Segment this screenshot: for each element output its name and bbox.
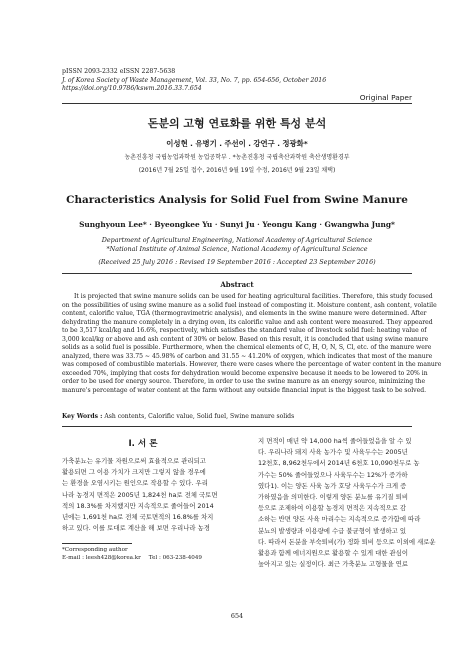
body-line: 다. 우리나라 돼지 사육 농가수 및 사육두수는 2005년 — [258, 448, 408, 457]
body-line: 다. 따라서 돈분을 부숙퇴비(가) 정화 퇴비 등으로 이외에 새로운 — [258, 537, 436, 546]
english-dates: (Received 25 July 2016 : Revised 19 September 2016 : Accepted 23 September 2016) — [98, 258, 376, 266]
abstract-line: solids as a solid fuel is possible. Furthermore, when the chemical elements of C, H, O, N, S, Cl, etc. of the manure were — [62, 344, 432, 352]
keywords-label: Key Words : — [62, 413, 103, 420]
body-line: 12천호, 8,962천두에서 2014년 6천호 10,090천두로 농 — [258, 459, 420, 468]
abstract-line: content, calorific value, TGA (thermogravimetric analysis), and elements in the swine manure were determined. After — [62, 310, 427, 318]
body-line: 는 환경을 오염시키는 원인으로 작용할 수 있다. 우리 — [62, 479, 208, 488]
footnote-rule — [62, 543, 132, 544]
abstract-line: analyzed, there was 33.75 ~ 45.98% of carbon and 31.55 ~ 41.20% of oxygen, which indicates that most of the manure — [62, 352, 433, 360]
body-line: 년에는 1,691천 ha로 전체 국토면적의 16.8%를 차지 — [62, 513, 214, 522]
affiliation-line-2: *National Institute of Animal Science, National Academy of Agricultural Science — [106, 244, 368, 253]
header-rule — [62, 103, 412, 104]
body-line: 가수는 50% 줄어들었으나 사육두수는 12%가 증가하 — [258, 470, 408, 479]
abstract-line: exceeded 70%, implying that costs for dehydration would become expensive because it needs to be lowered to 20% in — [62, 369, 428, 377]
abstract-line: to be 3,517 kcal/kg and 16.6%, respectively, which satisfies the standard value of livestock solid fuel: heating value of — [62, 327, 427, 335]
abstract-bottom-rule — [62, 426, 412, 427]
body-line: 등으로 조제하여 이용할 농경지 면적은 지속적으로 감 — [258, 504, 407, 513]
affiliation-line-1: Department of Agricultural Engineering, National Academy of Agricultural Science — [101, 236, 373, 244]
body-line: 높아지고 있는 실정이다. 최근 가축분뇨 고형물을 연료 — [258, 560, 409, 569]
body-line: 활용되면 그 이용 가치가 크지만 그렇지 않을 경우에 — [62, 468, 206, 477]
abstract-body — [62, 293, 442, 396]
body-line: 소하는 반면 양돈 사육 마리수는 지속적으로 증가함에 따라 — [258, 515, 421, 524]
journal-header — [62, 68, 326, 94]
body-line: 나라 농경지 면적은 2005년 1,824천 ha로 전체 국토면 — [62, 490, 218, 499]
abstract-line: It is projected that swine manure solids can be used for heating agricultural facilities. Therefore, this study focused — [74, 293, 433, 300]
korean-affiliation: 농촌진흥청 국립농업과학원 농업공학부 ․ *농촌진흥청 국립축산과학원 축산생명환경부 — [124, 154, 350, 161]
body-line: 분뇨의 발생량과 이용량에 수급 불균형이 발생하고 있 — [258, 526, 407, 535]
abstract-line: 3,000 kcal/kg or above and ash content of 30% or below. Based on this result, it is concluded that using swine manure — [62, 335, 429, 343]
abstract-line: on the possibilities of using swine manure as a solid fuel instead of composting it. Moisture content, ash content, volatile — [62, 301, 437, 309]
english-title: Characteristics Analysis for Solid Fuel from Swine Manure — [66, 194, 408, 206]
page-number: 654 — [230, 612, 244, 620]
intro-heading: I. 서 론 — [128, 439, 158, 449]
abstract-line: manure's percentage of water content at the farm without any outside financial input is the biggest task to be solved. — [62, 387, 427, 395]
author-email[interactable]: E-mail : leesh428@korea.kr — [62, 555, 141, 562]
body-line: 가하였음을 의미한다. 이렇게 양돈 분뇨를 유기질 퇴비 — [258, 493, 409, 502]
english-affiliation — [0, 236, 474, 253]
footnote — [62, 546, 224, 563]
korean-dates: (2016년 7월 25일 접수, 2016년 9월 19일 수정, 2016년 9월 23일 채택) — [138, 167, 336, 174]
body-line: 하고 있다. 이를 토대로 계산을 해 보면 우리나라 농경 — [62, 524, 210, 533]
abstract-heading: Abstract — [220, 280, 254, 289]
intro-left-column — [62, 456, 224, 534]
english-authors: Sunghyoun Lee* · Byeongkee Yu · Sunyi Ju · Yeongu Kang · Gwangwha Jung* — [79, 220, 395, 229]
citation: J. of Korea Society of Waste Management, Vol. 33, No. 7, pp. 654-656, October 2016 — [62, 76, 327, 84]
intro-right-column — [258, 436, 436, 570]
body-line: 지 면적이 매년 약 14,000 ha씩 줄어들었음을 알 수 있 — [258, 437, 412, 445]
keywords — [62, 413, 412, 420]
abstract-line: order to be used for energy source. Therefore, in order to use the swine manure as an energy source, minimizing the — [62, 378, 426, 386]
keywords-text: Ash contents, Calorific value, Solid fuel, Swine manure solids — [102, 413, 295, 420]
body-line: 가축분뇨는 유기물 자원으로써 효율적으로 관리되고 — [62, 457, 206, 465]
korean-title: 돈분의 고형 연료화를 위한 특성 분석 — [147, 117, 327, 130]
abstract-line: dehydrating the manure completely in a drying oven, its calorific value and ash content were measured. They appeared — [62, 318, 433, 326]
issn: pISSN 2093-2332 eISSN 2287-5638 — [62, 68, 176, 75]
abstract-top-rule — [62, 273, 412, 274]
korean-authors: 이성현 ․ 유병기 ․ 주선이 ․ 강연구 ․ 정광화* — [166, 139, 308, 148]
body-line: 활용과 함께 에너지원으로 활용할 수 있게 대한 관심이 — [258, 549, 409, 558]
paper-type-label: Original Paper — [359, 93, 412, 102]
corresponding-author-note: *Corresponding author — [62, 547, 128, 553]
body-line: 적의 18.3%를 차지했지만 지속적으로 줄어들어 2014 — [62, 501, 214, 510]
doi-link[interactable]: https://doi.org/10.9786/kswm.2016.33.7.654 — [62, 85, 202, 93]
author-tel: Tel : 063-238-4049 — [148, 555, 202, 562]
body-line: 였다1). 이는 양돈 사육 농가 호당 사육두수가 크게 증 — [258, 481, 407, 490]
abstract-line: was composed of combustible materials. However, there were cases where the percentage of water content in the manure — [62, 361, 442, 369]
